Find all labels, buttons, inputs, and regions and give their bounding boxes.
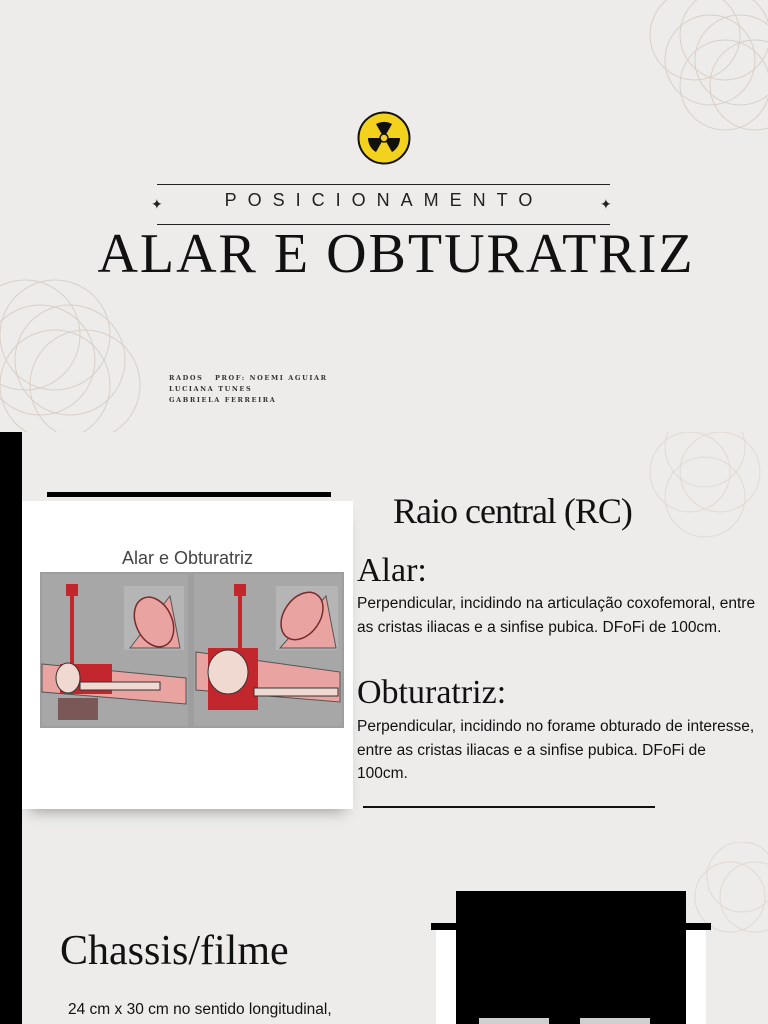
image-frame-block: [456, 891, 686, 1024]
title-rule-top: [157, 184, 610, 185]
positioning-image-card: [22, 501, 353, 809]
chassis-description: 24 cm x 30 cm no sentido longitudinal,: [68, 1001, 332, 1018]
image-frame-left: [436, 930, 456, 1024]
credits-line-3: GABRIELA FERREIRA: [169, 396, 277, 404]
content-slide: [0, 432, 768, 1024]
cover-slide: [0, 0, 768, 432]
chassis-heading: Chassis/filme: [60, 928, 289, 974]
image-caption: Alar e Obturatriz: [121, 548, 254, 568]
floral-decoration-top-right: [600, 0, 768, 170]
alar-description: Perpendicular, incidindo na articulação coxofemoral, entre as cristas iliacas e a sinfise pubica. DFoFi de 100cm.: [357, 595, 756, 636]
alar-heading: Alar:: [357, 552, 427, 589]
credits-line-1: RADOS PROF: NOEMI AGUIAR: [169, 374, 328, 382]
left-black-bar: [0, 432, 22, 1024]
xray-film-thumbnail: [479, 1018, 549, 1024]
section-divider: [363, 806, 655, 808]
image-frame-right: [686, 930, 706, 1024]
credits-line-2: LUCIANA TUNES: [169, 385, 253, 393]
xray-film-thumbnail: [580, 1018, 650, 1024]
cover-subtitle: POSICIONAMENTO: [224, 190, 544, 210]
star-left: ✦: [151, 196, 163, 212]
cover-title: ALAR E OBTURATRIZ: [97, 223, 695, 285]
image-frame-bar: [431, 923, 711, 930]
radiation-icon: [357, 111, 411, 165]
obturatriz-description: Perpendicular, incidindo no forame obturado de interesse, entre as cristas iliacas e a sinfise pubica. DFoFi de 100cm.: [357, 718, 755, 782]
central-ray-heading: Raio central (RC): [393, 491, 632, 531]
positioning-illustration: [40, 572, 344, 728]
obturatriz-heading: Obturatriz:: [357, 674, 507, 711]
cover-credits: [169, 373, 328, 406]
star-right: ✦: [600, 196, 612, 212]
top-thick-rule: [47, 492, 331, 497]
